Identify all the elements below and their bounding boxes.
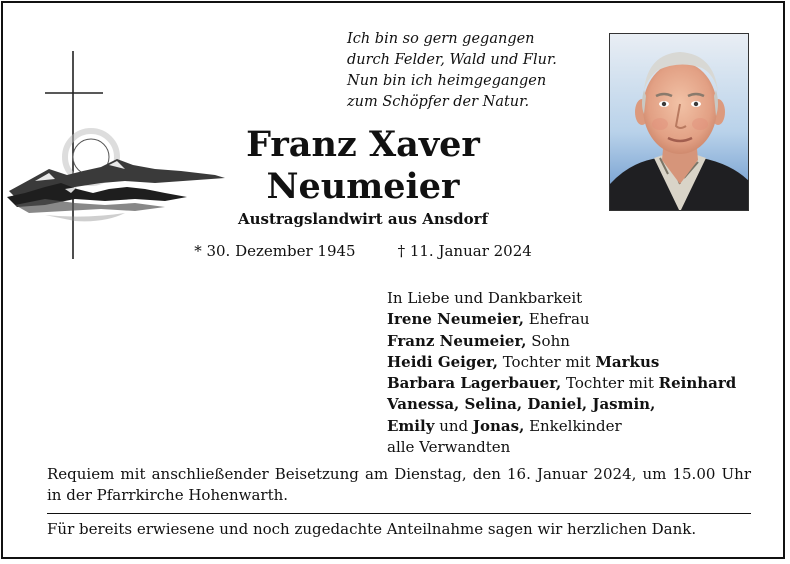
- mourners-intro: In Liebe und Dankbarkeit: [387, 289, 583, 307]
- poem-line: durch Felder, Wald und Flur.: [347, 52, 557, 68]
- mourner-line: [387, 352, 767, 373]
- mourner-lines: [387, 309, 767, 458]
- mourner-relation: und: [434, 416, 473, 435]
- obituary-card: [1, 1, 785, 559]
- mourner-relation: Tochter mit: [497, 352, 596, 371]
- name-line-2: Neumeier: [266, 166, 460, 207]
- mourner-name: Irene Neumeier,: [387, 310, 524, 329]
- divider: [47, 513, 751, 514]
- poem-line: zum Schöpfer der Natur.: [347, 94, 530, 110]
- mourner-relation: Enkelkinder: [524, 416, 622, 435]
- poem-line: Nun bin ich heimgegangen: [347, 73, 547, 89]
- mourners-list: [387, 288, 767, 458]
- mourner-name: Jonas,: [472, 416, 525, 435]
- thanks-note: Für bereits erwiesene und noch zugedachte Anteilnahme sagen wir herzlichen Dank.: [47, 520, 697, 538]
- birth-date: * 30. Dezember 1945: [194, 242, 356, 260]
- name-line-1: Franz Xaver: [246, 124, 480, 165]
- mourner-relation: Tochter mit: [561, 374, 659, 393]
- mourner-line: [387, 437, 767, 458]
- mourner-relation: Sohn: [526, 331, 570, 350]
- mourner-line: [387, 331, 767, 352]
- mourner-relation: alle Verwandten: [387, 438, 511, 457]
- mourner-name: Heidi Geiger,: [387, 352, 498, 371]
- poem: [347, 29, 607, 113]
- mourner-name: Vanessa, Selina, Daniel, Jasmin,: [387, 395, 656, 414]
- mourner-line: [387, 416, 767, 437]
- occupation: Austragslandwirt aus Ansdorf: [237, 210, 489, 228]
- portrait-icon: [610, 34, 749, 211]
- mourner-line: [387, 373, 767, 394]
- mourner-name: Markus: [595, 352, 660, 371]
- portrait-photo: [609, 33, 749, 211]
- mourner-relation: Ehefrau: [524, 310, 590, 329]
- requiem-notice: Requiem mit anschließender Beisetzung am Dienstag, den 16. Januar 2024, um 15.00 Uhr in der Pfarrkirche Hohenwarth.: [47, 465, 751, 504]
- mourner-name: Reinhard: [658, 374, 737, 393]
- mourner-name: Franz Neumeier,: [387, 331, 527, 350]
- mourner-name: Barbara Lagerbauer,: [387, 374, 562, 393]
- death-date: † 11. Januar 2024: [397, 242, 532, 260]
- mourner-name: Emily: [387, 416, 435, 435]
- mourner-line: [387, 394, 767, 415]
- mourner-line: [387, 309, 767, 330]
- life-dates: [153, 242, 573, 260]
- poem-line: Ich bin so gern gegangen: [347, 31, 535, 47]
- deceased-name: [153, 124, 573, 208]
